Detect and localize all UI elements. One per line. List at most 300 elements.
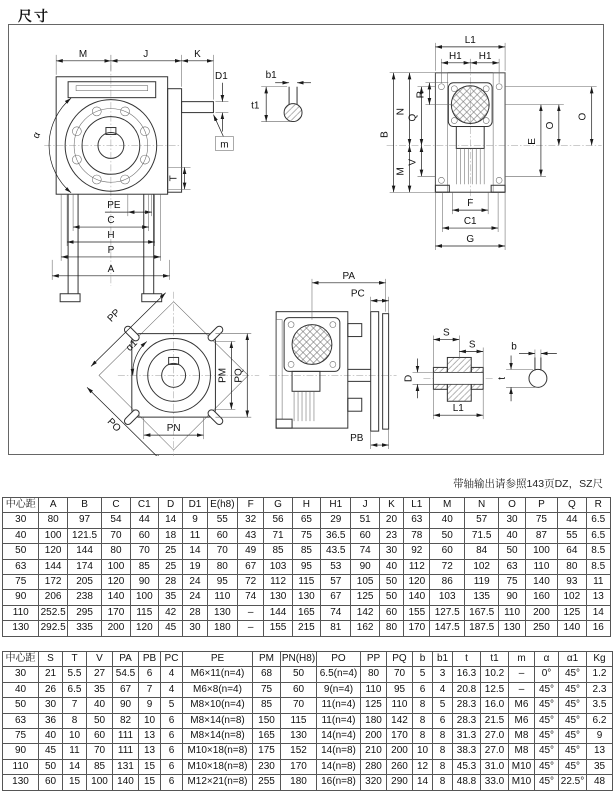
table-cell: M8×14(n=8) <box>183 713 253 728</box>
table-cell: 110 <box>3 759 39 774</box>
table-cell: 112 <box>404 559 430 574</box>
dim-label-o-outer: O <box>577 112 589 121</box>
table-cell: 35 <box>87 682 113 697</box>
column-header: PC <box>161 652 183 667</box>
table-cell: 102 <box>464 559 498 574</box>
table-cell: 45° <box>559 744 587 759</box>
table-row <box>3 559 611 574</box>
table-cell: 130 <box>281 729 317 744</box>
table-cell: 15 <box>139 759 161 774</box>
reference-note: 带轴输出请参照143页DZ，SZ尺 <box>453 478 603 490</box>
table-cell: 9 <box>183 513 207 528</box>
table-row <box>3 528 611 543</box>
table-cell: 147.5 <box>430 621 464 636</box>
table-cell: 45.3 <box>453 759 481 774</box>
table-cell: 26 <box>39 682 63 697</box>
dim-label-pa: PA <box>342 270 356 282</box>
dim-label-k: K <box>194 48 201 60</box>
table-cell: 210 <box>361 744 387 759</box>
table-cell: 70 <box>281 698 317 713</box>
table-cell: M8×14(n=8) <box>183 729 253 744</box>
drawing-flange-view <box>87 292 259 456</box>
table-cell: 6 <box>161 729 183 744</box>
table-cell: 31.0 <box>481 759 509 774</box>
table-cell: 60 <box>130 528 158 543</box>
table-cell: 280 <box>361 759 387 774</box>
dim-label-alpha: α <box>30 130 44 141</box>
column-header: M <box>430 498 464 513</box>
table-cell: 97 <box>67 513 101 528</box>
table-cell: M12×21(n=8) <box>183 775 253 790</box>
table-header-row <box>3 498 611 513</box>
dim-label-s-right: S <box>468 339 476 351</box>
table-cell: 131 <box>113 759 139 774</box>
table-cell: 16 <box>586 621 610 636</box>
table-cell: 119 <box>464 575 498 590</box>
table-cell: 6 <box>161 713 183 728</box>
table-cell: 8 <box>433 775 453 790</box>
table-cell: 70 <box>387 667 413 682</box>
dim-label-h1-right: H1 <box>478 50 492 62</box>
table-cell: 45° <box>535 744 559 759</box>
table-cell: 20.8 <box>453 682 481 697</box>
drawing-mount-view <box>269 271 396 449</box>
table-cell: 85 <box>130 559 158 574</box>
table-cell: 80 <box>102 544 130 559</box>
table-cell: 130 <box>3 621 39 636</box>
table-row <box>3 744 613 759</box>
dim-label-a: A <box>107 263 115 275</box>
table-cell: 71 <box>264 528 292 543</box>
column-header: t1 <box>481 652 509 667</box>
table-cell: 40 <box>3 528 39 543</box>
table-cell: 200 <box>387 744 413 759</box>
table-cell: 95 <box>387 682 413 697</box>
table-cell: 172 <box>39 575 67 590</box>
column-header: R <box>586 498 610 513</box>
table-cell: 75 <box>3 729 39 744</box>
table-cell: 5 <box>161 698 183 713</box>
table-cell: 63 <box>3 559 39 574</box>
table-cell: 50 <box>379 575 403 590</box>
table-cell: 320 <box>361 775 387 790</box>
table-cell: 75 <box>253 682 281 697</box>
table-cell: 111 <box>113 744 139 759</box>
table-cell: 120 <box>39 544 67 559</box>
dim-label-pc: PC <box>350 288 365 300</box>
table-cell: 155 <box>404 605 430 620</box>
table-cell: 14 <box>413 775 433 790</box>
table-cell: 29 <box>321 513 351 528</box>
table-cell: 90 <box>351 559 379 574</box>
table-cell: 40 <box>499 528 525 543</box>
table-cell: 24 <box>183 575 207 590</box>
table-cell: 130 <box>3 775 39 790</box>
table-cell: 84 <box>464 544 498 559</box>
table-cell: 28 <box>159 575 183 590</box>
table-cell: 60 <box>430 544 464 559</box>
table-cell: 92 <box>404 544 430 559</box>
table-cell: 115 <box>130 605 158 620</box>
table-cell: 102 <box>558 590 586 605</box>
table-cell: 28 <box>183 605 207 620</box>
table-cell: 142 <box>351 605 379 620</box>
table-cell: 50 <box>87 713 113 728</box>
dim-label-m-module: m <box>220 139 229 151</box>
dim-label-l1-side: L1 <box>464 34 476 46</box>
table-cell: 57 <box>464 513 498 528</box>
table-cell: 115 <box>292 575 320 590</box>
table-cell: 43 <box>238 528 264 543</box>
table-cell: 5 <box>433 698 453 713</box>
table-cell: 35 <box>587 759 613 774</box>
table-cell: 120 <box>102 575 130 590</box>
table-cell: 130 <box>264 590 292 605</box>
column-header: PA <box>113 652 139 667</box>
column-header: L1 <box>404 498 430 513</box>
dim-label-j: J <box>143 48 149 60</box>
table-cell: 14 <box>63 759 87 774</box>
table-cell: 13 <box>139 744 161 759</box>
table-cell: 50 <box>3 698 39 713</box>
dim-label-t-key: t <box>497 376 509 380</box>
table-cell: 10 <box>63 729 87 744</box>
table-cell: M6×11(n=4) <box>183 667 253 682</box>
table-cell: 16(n=8) <box>317 775 361 790</box>
table-cell: M10×18(n=8) <box>183 744 253 759</box>
dim-label-s-left: S <box>443 327 450 339</box>
table-cell: 78 <box>404 528 430 543</box>
table-cell: M6 <box>509 698 535 713</box>
table-cell: 70 <box>130 544 158 559</box>
table-row <box>3 698 613 713</box>
table-cell: 14(n=8) <box>317 744 361 759</box>
table-cell: 53 <box>321 559 351 574</box>
table-cell: 50 <box>281 667 317 682</box>
table-cell: 180 <box>207 621 237 636</box>
table-cell: 20 <box>379 513 403 528</box>
table-cell: 144 <box>67 544 101 559</box>
table-cell: 11 <box>586 575 610 590</box>
table-cell: 27.0 <box>481 729 509 744</box>
table-cell: M10 <box>509 759 535 774</box>
table-cell: 85 <box>264 544 292 559</box>
table-cell: 167.5 <box>464 605 498 620</box>
column-header: B <box>67 498 101 513</box>
table-cell: 16.0 <box>481 698 509 713</box>
table-cell: 55 <box>207 513 237 528</box>
table-row <box>3 575 611 590</box>
table-cell: 8.5 <box>586 559 610 574</box>
table-cell: 45° <box>535 713 559 728</box>
table-cell: 150 <box>253 713 281 728</box>
table-cell: 103 <box>430 590 464 605</box>
table-cell: 6 <box>139 667 161 682</box>
table-cell: 30 <box>499 513 525 528</box>
table-cell: 9 <box>139 698 161 713</box>
table-cell: 57 <box>321 575 351 590</box>
table-cell: 14 <box>183 544 207 559</box>
table-cell: 36.5 <box>321 528 351 543</box>
table-cell: 80 <box>558 559 586 574</box>
table-cell: 140 <box>404 590 430 605</box>
table-cell: 140 <box>102 590 130 605</box>
table-cell: 40 <box>430 513 464 528</box>
drawing-key-section <box>251 70 311 122</box>
column-header: K <box>379 498 403 513</box>
table-cell: 6.5(n=4) <box>317 667 361 682</box>
table-cell: 100 <box>102 559 130 574</box>
table-row <box>3 590 611 605</box>
table-cell: 32 <box>238 513 264 528</box>
table-row <box>3 621 611 636</box>
table-cell: 80 <box>207 559 237 574</box>
table-cell: 4 <box>433 682 453 697</box>
table-cell: 162 <box>351 621 379 636</box>
dim-label-p: P <box>107 244 115 256</box>
table-cell: 60 <box>87 729 113 744</box>
table-cell: 28.3 <box>453 698 481 713</box>
dim-label-d1: D1 <box>215 70 228 82</box>
table-cell: 13 <box>586 590 610 605</box>
column-header: 中心距 <box>3 498 39 513</box>
table-cell: 4 <box>161 682 183 697</box>
table-cell: 16.3 <box>453 667 481 682</box>
table-cell: 95 <box>207 575 237 590</box>
table-cell: 63 <box>3 713 39 728</box>
dim-label-v: V <box>407 159 419 166</box>
table-cell: 8 <box>433 759 453 774</box>
column-header: H1 <box>321 498 351 513</box>
table-cell: 30 <box>3 667 39 682</box>
dim-label-c: C <box>107 215 115 227</box>
table-cell: 160 <box>525 590 557 605</box>
table-cell: 60 <box>379 605 403 620</box>
table-cell: 10 <box>413 744 433 759</box>
table-cell: 6 <box>161 744 183 759</box>
table-cell: 15 <box>139 775 161 790</box>
table-cell: 12.5 <box>481 682 509 697</box>
table-cell: 174 <box>67 559 101 574</box>
table-cell: 70 <box>207 544 237 559</box>
table-cell: 44 <box>558 513 586 528</box>
table-cell: 65 <box>292 513 320 528</box>
column-header: PB <box>139 652 161 667</box>
gearbox-dimension-drawing <box>9 25 605 456</box>
table-cell: 110 <box>361 682 387 697</box>
table-cell: 31.3 <box>453 729 481 744</box>
table-cell: 60 <box>351 528 379 543</box>
table-cell: 50 <box>3 544 39 559</box>
table-cell: 170 <box>387 729 413 744</box>
table-cell: 74 <box>351 544 379 559</box>
table-cell: 67 <box>321 590 351 605</box>
table-cell: 6.5 <box>586 528 610 543</box>
table-cell: 6 <box>433 713 453 728</box>
table-cell: 170 <box>102 605 130 620</box>
column-header: F <box>238 498 264 513</box>
table-cell: 8 <box>413 713 433 728</box>
table-cell: – <box>509 667 535 682</box>
table-cell: 238 <box>67 590 101 605</box>
column-header: A <box>39 498 67 513</box>
drawing-side-view <box>380 35 602 250</box>
table-cell: 45° <box>535 729 559 744</box>
column-header: T <box>63 652 87 667</box>
table-cell: 80 <box>39 513 67 528</box>
table-cell: 82 <box>113 713 139 728</box>
table-cell: 130 <box>207 605 237 620</box>
table-cell: 140 <box>525 575 557 590</box>
table-cell: 11(n=4) <box>317 713 361 728</box>
table-cell: 45° <box>535 682 559 697</box>
column-header: Kg <box>587 652 613 667</box>
table-cell: 45° <box>559 729 587 744</box>
dim-label-r: R <box>415 91 427 99</box>
column-header: PP <box>361 652 387 667</box>
table-cell: 30 <box>379 544 403 559</box>
column-header: b <box>413 652 433 667</box>
table-cell: 40 <box>39 729 63 744</box>
table-cell: 335 <box>67 621 101 636</box>
table-header-row <box>3 652 613 667</box>
table-cell: 51 <box>351 513 379 528</box>
table-cell: 75 <box>525 513 557 528</box>
table-cell: 27.0 <box>481 744 509 759</box>
table-cell: 142 <box>387 713 413 728</box>
dim-label-pp: PP <box>105 307 123 325</box>
column-header: H <box>292 498 320 513</box>
column-header: G <box>264 498 292 513</box>
table-cell: 5 <box>413 667 433 682</box>
table-cell: 90 <box>3 744 39 759</box>
table-cell: 135 <box>464 590 498 605</box>
table-cell: 295 <box>67 605 101 620</box>
table-row <box>3 667 613 682</box>
table-cell: 56 <box>264 513 292 528</box>
table-cell: 10 <box>139 713 161 728</box>
table-cell: 45° <box>535 775 559 790</box>
column-header: O <box>499 498 525 513</box>
table-cell: 120 <box>404 575 430 590</box>
table-cell: 130 <box>499 621 525 636</box>
table-cell: 80 <box>361 667 387 682</box>
table-cell: 86 <box>430 575 464 590</box>
column-header: α1 <box>559 652 587 667</box>
table-cell: 72 <box>238 575 264 590</box>
table-cell: 22.5° <box>559 775 587 790</box>
table-cell: 64 <box>558 544 586 559</box>
table-cell: 3 <box>433 667 453 682</box>
table-cell: 155 <box>264 621 292 636</box>
table-cell: 45° <box>559 713 587 728</box>
table-cell: 10.2 <box>481 667 509 682</box>
table-cell: 8 <box>433 729 453 744</box>
table-cell: 250 <box>525 621 557 636</box>
table-cell: 8 <box>413 698 433 713</box>
table-cell: 40 <box>87 698 113 713</box>
table-cell: 75 <box>499 575 525 590</box>
table-cell: 14(n=8) <box>317 759 361 774</box>
dim-label-g: G <box>466 233 475 245</box>
table-cell: 68 <box>253 667 281 682</box>
dim-label-b1: b1 <box>265 69 277 81</box>
table-cell: 170 <box>281 759 317 774</box>
table-cell: 50 <box>39 759 63 774</box>
table-cell: 25 <box>159 559 183 574</box>
table-cell: 90 <box>3 590 39 605</box>
table-cell: 75 <box>292 528 320 543</box>
table-cell: 63 <box>404 513 430 528</box>
table-cell: 55 <box>558 528 586 543</box>
column-header: PN(H8) <box>281 652 317 667</box>
table-cell: 130 <box>292 590 320 605</box>
table-cell: 200 <box>361 729 387 744</box>
table-cell: 1.2 <box>587 667 613 682</box>
table-cell: 121.5 <box>67 528 101 543</box>
table-cell: 200 <box>525 605 557 620</box>
table-cell: – <box>238 605 264 620</box>
table-cell: 50 <box>379 590 403 605</box>
dim-label-e: E <box>526 138 538 145</box>
table-cell: M8 <box>509 729 535 744</box>
table-cell: 115 <box>281 713 317 728</box>
table-cell: 100 <box>130 590 158 605</box>
column-header: α <box>535 652 559 667</box>
table-row <box>3 513 611 528</box>
table-cell: 125 <box>558 605 586 620</box>
table-cell: 110 <box>387 698 413 713</box>
column-header: PM <box>253 652 281 667</box>
column-header: PQ <box>387 652 413 667</box>
dim-label-n: N <box>395 108 407 116</box>
table-cell: 60 <box>281 682 317 697</box>
dim-label-pe: PE <box>107 200 121 212</box>
column-header: t <box>453 652 481 667</box>
table-cell: M10 <box>509 775 535 790</box>
table-row <box>3 729 613 744</box>
table-cell: 3.5 <box>587 698 613 713</box>
table-cell: 38.3 <box>453 744 481 759</box>
table-cell: 110 <box>3 605 39 620</box>
table-cell: 205 <box>67 575 101 590</box>
table-cell: 260 <box>387 759 413 774</box>
column-header: V <box>87 652 113 667</box>
table-row <box>3 759 613 774</box>
table-cell: 45° <box>535 759 559 774</box>
table-cell: 187.5 <box>464 621 498 636</box>
dim-label-m-upper: M <box>78 48 88 60</box>
table-cell: – <box>509 682 535 697</box>
table-cell: 90 <box>499 590 525 605</box>
dim-label-f: F <box>467 198 474 210</box>
table-cell: 6.2 <box>587 713 613 728</box>
table-cell: 70 <box>102 528 130 543</box>
table-cell: 67 <box>238 559 264 574</box>
table-cell: 8 <box>433 744 453 759</box>
table-cell: 125 <box>361 698 387 713</box>
table-cell: 90 <box>113 698 139 713</box>
drawing-shaft-detail <box>404 328 557 420</box>
table-cell: 30 <box>183 621 207 636</box>
column-header: E(h8) <box>207 498 237 513</box>
column-header: 中心距 <box>3 652 39 667</box>
dim-label-t1: t1 <box>251 100 260 112</box>
table-cell: 40 <box>379 559 403 574</box>
table-cell: 45 <box>159 621 183 636</box>
dim-label-h1-left: H1 <box>448 50 462 62</box>
table-cell: 100 <box>87 775 113 790</box>
